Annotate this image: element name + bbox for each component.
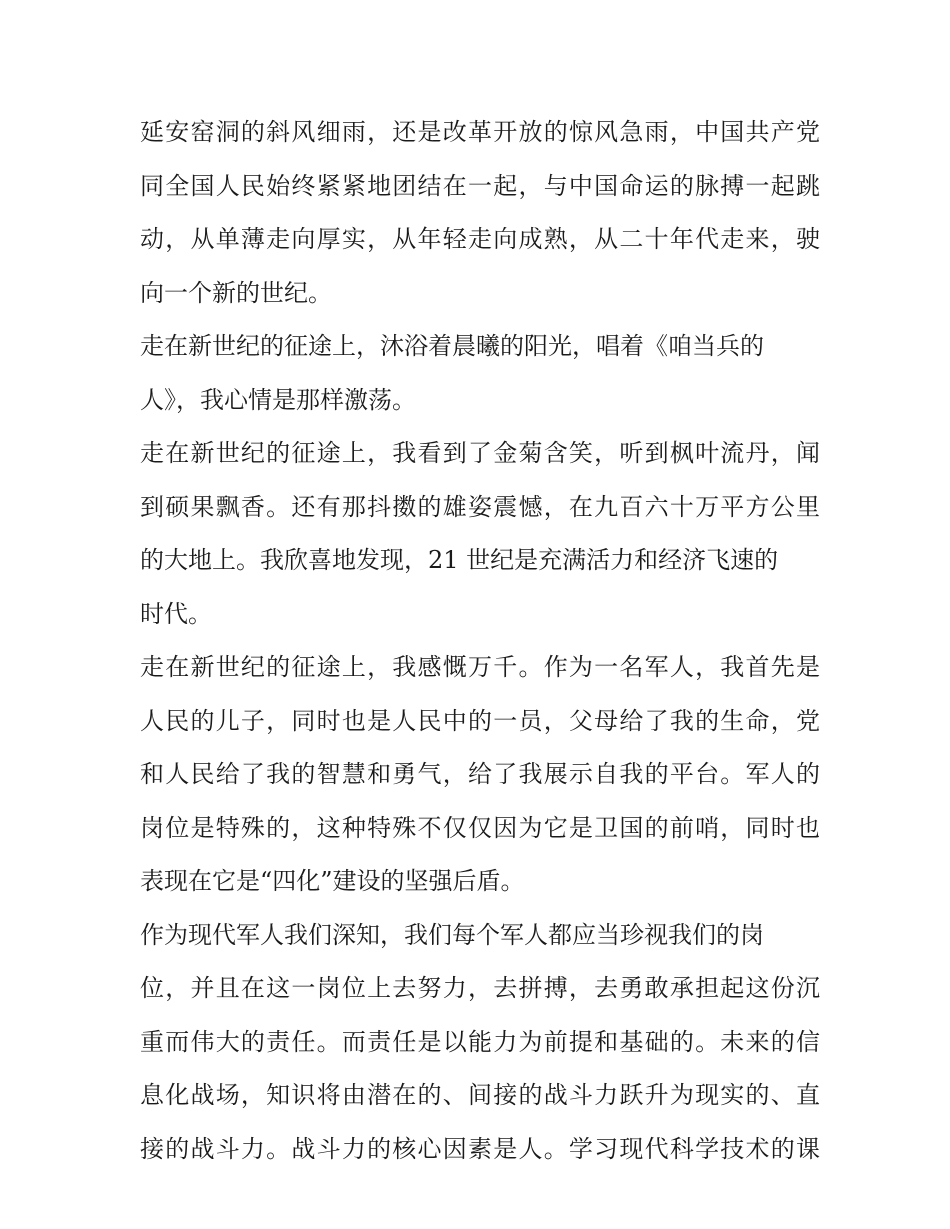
text-line: 向一个新的世纪。 (140, 278, 332, 307)
text-line: 走在新世纪的征途上，我看到了金菊含笑，听到枫叶流丹，闻 (140, 439, 820, 467)
text-line: 的大地上。我欣喜地发现，21 世纪是充满活力和经济飞速的 (140, 546, 779, 574)
text-line: 走在新世纪的征途上，沐浴着晨曦的阳光，唱着《咱当兵的 (140, 332, 764, 360)
text-line: 息化战场，知识将由潜在的、间接的战斗力跃升为现实的、直 (140, 1081, 820, 1109)
text-line: 人》，我心情是那样激荡。 (140, 385, 416, 414)
text-line: 延安窑洞的斜风细雨，还是改革开放的惊风急雨，中国共产党 (140, 118, 820, 146)
text-line: 同全国人民始终紧紧地团结在一起，与中国命运的脉搏一起跳 (140, 171, 820, 200)
text-line: 位，并且在这一岗位上去努力，去拼搏，去勇敢承担起这份沉 (140, 974, 820, 1002)
text-line: 动，从单薄走向厚实，从年轻走向成熟，从二十年代走来，驶 (140, 225, 820, 253)
text-line: 表现在它是“四化”建设的坚强后盾。 (140, 867, 525, 895)
text-line: 到硕果飘香。还有那抖擞的雄姿震憾，在九百六十万平方公里 (140, 492, 820, 521)
text-line: 走在新世纪的征途上，我感慨万千。作为一名军人，我首先是 (140, 653, 820, 681)
body-text (140, 106, 820, 1176)
text-line: 岗位是特殊的，这种特殊不仅仅因为它是卫国的前哨，同时也 (140, 813, 820, 842)
text-line: 作为现代军人我们深知，我们每个军人都应当珍视我们的岗 (140, 920, 764, 949)
text-line: 接的战斗力。战斗力的核心因素是人。学习现代科学技术的课 (140, 1134, 820, 1163)
text-line: 时代。 (140, 599, 212, 628)
text-line: 和人民给了我的智慧和勇气，给了我展示自我的平台。军人的 (140, 760, 820, 788)
text-line: 重而伟大的责任。而责任是以能力为前提和基础的。未来的信 (140, 1027, 820, 1056)
text-line: 人民的儿子，同时也是人民中的一员，父母给了我的生命，党 (140, 706, 820, 735)
